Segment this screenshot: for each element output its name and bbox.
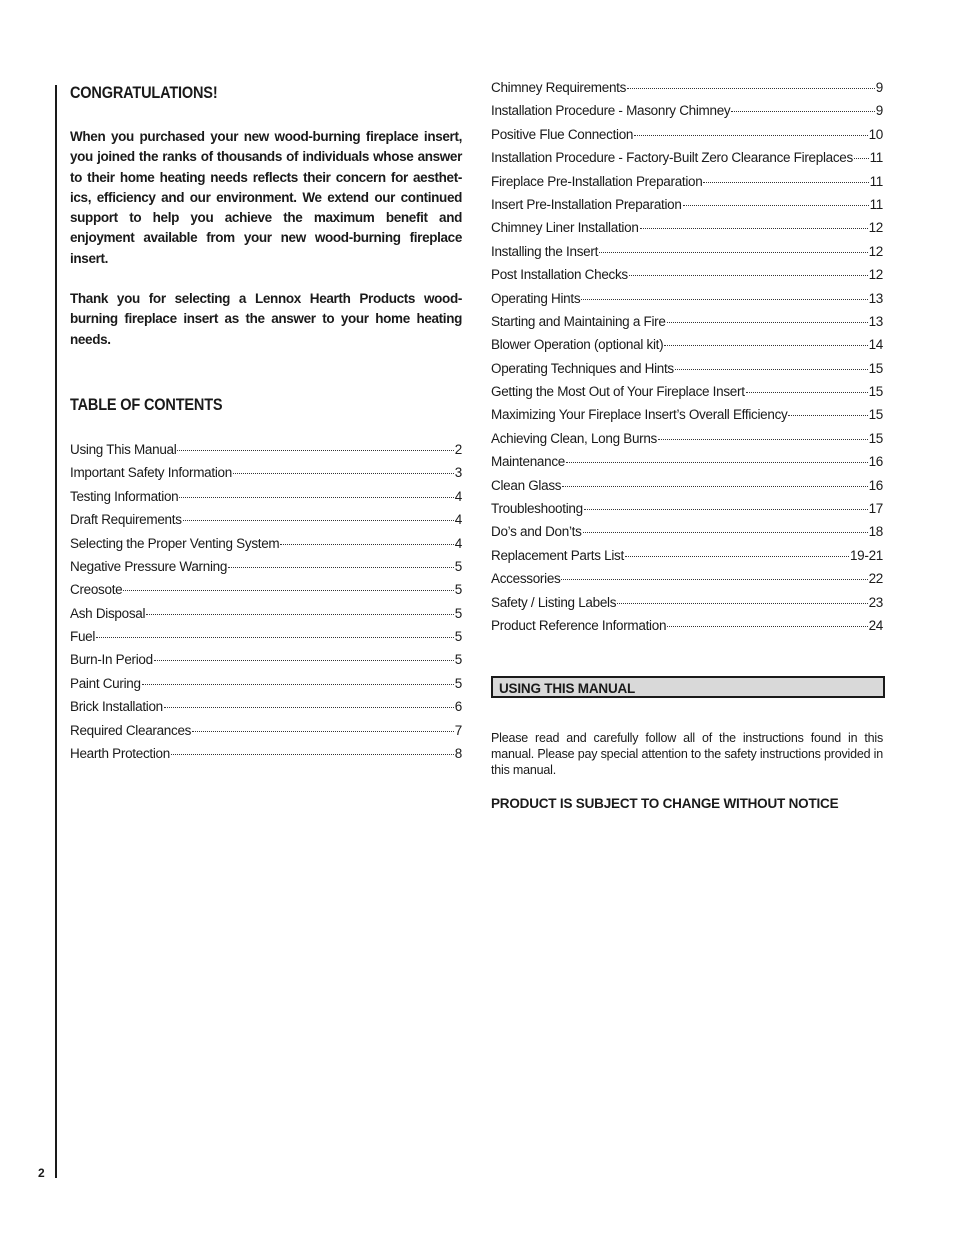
toc-leader-dots — [566, 462, 868, 463]
toc-entry — [491, 384, 883, 407]
toc-entry-title: Burn-In Period — [70, 652, 153, 668]
toc-leader-dots — [640, 228, 868, 229]
toc-entry-title: Maximizing Your Fireplace Insert’s Overall Efficiency — [491, 407, 788, 423]
toc-entry — [70, 442, 462, 465]
using-manual-body: Please read and carefully follow all of the instructions found in this manual. Please pay special attention to the safety instructions provided in this manual. — [491, 731, 883, 778]
toc-entry-page: 15 — [868, 384, 883, 400]
toc-leader-dots — [581, 299, 867, 300]
toc-leader-dots — [183, 520, 454, 521]
toc-leader-dots — [192, 731, 454, 732]
toc-leader-dots — [634, 135, 867, 136]
toc-entry — [70, 746, 462, 769]
toc-entry — [70, 465, 462, 488]
toc-entry-title: Maintenance — [491, 454, 566, 470]
toc-leader-dots — [788, 415, 867, 416]
toc-entry-page: 5 — [454, 675, 462, 691]
toc-entry-title: Getting the Most Out of Your Fireplace Insert — [491, 384, 745, 400]
toc-leader-dots — [177, 450, 453, 451]
toc-entry — [491, 337, 883, 360]
toc-entry-title: Insert Pre-Installation Preparation — [491, 196, 682, 212]
toc-leader-dots — [142, 684, 454, 685]
toc-entry-title: Installing the Insert — [491, 243, 599, 259]
toc-entry-title: Safety / Listing Labels — [491, 594, 617, 610]
toc-entry-title: Important Safety Information — [70, 465, 232, 481]
using-manual-header — [491, 676, 885, 698]
toc-entry-page: 9 — [875, 103, 883, 119]
toc-entry-title: Blower Operation (optional kit) — [491, 337, 664, 353]
toc-leader-dots — [280, 544, 453, 545]
toc-entry — [70, 489, 462, 512]
toc-list-right — [491, 80, 883, 641]
toc-entry — [491, 80, 883, 103]
congratulations-paragraph: When you purchased your new wood-burning fireplace insert, you joined the ranks of thousands of individuals whose answer to their home heating needs reflects their concern for aesthet- ics, efficiency and our environment. We extend our continued support to help you achieve the maximum benefit and enjoyment available from your new wood-burning fireplace insert. — [70, 129, 462, 266]
toc-entry — [491, 431, 883, 454]
toc-entry-title: Installation Procedure - Masonry Chimney — [491, 103, 731, 119]
toc-entry-page: 15 — [868, 430, 883, 446]
toc-entry — [491, 595, 883, 618]
toc-entry-page: 14 — [868, 337, 883, 353]
toc-entry-page: 18 — [868, 524, 883, 540]
toc-leader-dots — [625, 556, 849, 557]
toc-entry — [491, 407, 883, 430]
toc-leader-dots — [667, 322, 868, 323]
toc-entry-title: Operating Hints — [491, 290, 581, 306]
toc-entry — [491, 103, 883, 126]
toc-entry — [491, 291, 883, 314]
right-column — [491, 80, 883, 811]
toc-leader-dots — [146, 614, 454, 615]
toc-entry-title: Hearth Protection — [70, 746, 170, 762]
toc-entry-title: Draft Requirements — [70, 512, 182, 528]
toc-entry-page: 11 — [869, 196, 883, 212]
toc-entry-title: Brick Installation — [70, 699, 163, 715]
toc-leader-dots — [667, 626, 867, 627]
toc-entry — [491, 618, 883, 641]
toc-leader-dots — [171, 754, 454, 755]
toc-entry — [70, 559, 462, 582]
toc-entry-title: Troubleshooting — [491, 501, 583, 517]
toc-entry — [70, 582, 462, 605]
toc-entry-title: Testing Information — [70, 488, 179, 504]
toc-entry — [70, 606, 462, 629]
toc-leader-dots — [123, 590, 453, 591]
toc-entry-page: 12 — [868, 220, 883, 236]
toc-entry — [491, 478, 883, 501]
toc-leader-dots — [746, 392, 868, 393]
toc-heading: TABLE OF CONTENTS — [70, 395, 223, 414]
toc-entry — [491, 197, 883, 220]
page-number: 2 — [38, 1166, 45, 1180]
toc-entry — [491, 220, 883, 243]
toc-leader-dots — [627, 88, 875, 89]
toc-entry-page: 22 — [868, 571, 883, 587]
toc-entry — [70, 723, 462, 746]
toc-entry-title: Achieving Clean, Long Burns — [491, 430, 658, 446]
toc-leader-dots — [599, 252, 868, 253]
toc-entry-title: Accessories — [491, 571, 561, 587]
toc-entry-title: Installation Procedure - Factory-Built Zero Clearance Fireplaces — [491, 150, 853, 166]
toc-entry — [70, 512, 462, 535]
toc-entry — [70, 699, 462, 722]
toc-leader-dots — [584, 509, 868, 510]
toc-entry — [491, 361, 883, 384]
toc-entry-title: Fuel — [70, 629, 96, 645]
toc-entry-page: 23 — [868, 594, 883, 610]
toc-entry-title: Required Clearances — [70, 722, 192, 738]
toc-leader-dots — [179, 497, 453, 498]
toc-entry-title: Selecting the Proper Venting System — [70, 535, 280, 551]
toc-entry-title: Do’s and Don’ts — [491, 524, 582, 540]
toc-entry — [491, 571, 883, 594]
toc-leader-dots — [675, 369, 868, 370]
toc-leader-dots — [583, 532, 868, 533]
toc-leader-dots — [617, 603, 867, 604]
toc-entry — [70, 629, 462, 652]
toc-entry-page: 15 — [868, 407, 883, 423]
toc-leader-dots — [233, 473, 454, 474]
toc-leader-dots — [228, 567, 454, 568]
toc-entry-title: Negative Pressure Warning — [70, 558, 228, 574]
toc-entry — [491, 314, 883, 337]
toc-entry-page: 19-21 — [849, 547, 883, 563]
toc-entry-title: Fireplace Pre-Installation Preparation — [491, 173, 703, 189]
toc-entry-title: Paint Curing — [70, 675, 141, 691]
toc-entry-title: Chimney Requirements — [491, 80, 627, 95]
toc-entry-page: 13 — [868, 313, 883, 329]
toc-entry — [491, 244, 883, 267]
toc-entry-page: 13 — [868, 290, 883, 306]
toc-entry-page: 5 — [454, 652, 462, 668]
toc-leader-dots — [96, 637, 454, 638]
toc-entry — [491, 524, 883, 547]
congratulations-heading: CONGRATULATIONS! — [70, 84, 218, 102]
using-manual-heading: USING THIS MANUAL — [499, 681, 636, 697]
toc-entry-page: 24 — [868, 617, 883, 633]
toc-entry — [491, 150, 883, 173]
toc-entry-title: Chimney Liner Installation — [491, 220, 639, 236]
toc-entry — [491, 127, 883, 150]
left-column — [70, 84, 462, 769]
toc-entry-page: 5 — [454, 558, 462, 574]
toc-entry-page: 12 — [868, 243, 883, 259]
toc-entry-page: 2 — [454, 441, 462, 457]
toc-leader-dots — [731, 111, 874, 112]
toc-leader-dots — [562, 486, 867, 487]
toc-entry-title: Clean Glass — [491, 477, 562, 493]
toc-entry-page: 6 — [454, 699, 462, 715]
toc-entry-page: 16 — [868, 454, 883, 470]
toc-entry-page: 17 — [868, 501, 883, 517]
toc-leader-dots — [658, 439, 868, 440]
toc-entry-title: Using This Manual — [70, 441, 177, 457]
toc-entry-page: 4 — [454, 512, 462, 528]
toc-entry — [491, 174, 883, 197]
toc-entry-title: Positive Flue Connection — [491, 126, 634, 142]
toc-entry-page: 3 — [454, 465, 462, 481]
toc-entry-page: 5 — [454, 605, 462, 621]
toc-leader-dots — [164, 707, 454, 708]
toc-leader-dots — [683, 205, 869, 206]
thank-you-paragraph: Thank you for selecting a Lennox Hearth Products wood-burning fireplace insert as the answer to your home heating needs. — [70, 291, 462, 347]
toc-entry-page: 12 — [868, 267, 883, 283]
toc-entry-title: Operating Techniques and Hints — [491, 360, 674, 376]
toc-entry — [491, 548, 883, 571]
toc-leader-dots — [561, 579, 867, 580]
toc-entry-title: Post Installation Checks — [491, 267, 628, 283]
toc-leader-dots — [154, 660, 454, 661]
toc-entry-title: Creosote — [70, 582, 123, 598]
toc-entry-page: 9 — [875, 80, 883, 95]
toc-entry-page: 10 — [868, 126, 883, 142]
toc-entry-title: Replacement Parts List — [491, 547, 624, 563]
toc-entry-page: 15 — [868, 360, 883, 376]
toc-entry-title: Ash Disposal — [70, 605, 146, 621]
toc-entry-page: 11 — [869, 173, 883, 189]
toc-leader-dots — [664, 345, 867, 346]
toc-entry-title: Product Reference Information — [491, 617, 667, 633]
toc-entry-page: 16 — [868, 477, 883, 493]
toc-entry-page: 5 — [454, 629, 462, 645]
toc-entry-page: 11 — [869, 150, 883, 166]
toc-entry-page: 4 — [454, 535, 462, 551]
toc-entry-page: 4 — [454, 488, 462, 504]
toc-leader-dots — [629, 275, 868, 276]
margin-rule — [55, 85, 57, 1178]
toc-entry — [70, 652, 462, 675]
toc-list-left — [70, 442, 462, 769]
change-notice: PRODUCT IS SUBJECT TO CHANGE WITHOUT NOTICE — [491, 796, 839, 812]
toc-entry-title: Starting and Maintaining a Fire — [491, 313, 666, 329]
toc-entry — [491, 454, 883, 477]
toc-entry — [491, 267, 883, 290]
toc-entry-page: 8 — [454, 746, 462, 762]
toc-entry-page: 5 — [454, 582, 462, 598]
toc-leader-dots — [854, 158, 869, 159]
toc-entry — [491, 501, 883, 524]
toc-entry — [70, 536, 462, 559]
toc-entry-page: 7 — [454, 722, 462, 738]
toc-leader-dots — [703, 182, 868, 183]
toc-entry — [70, 676, 462, 699]
